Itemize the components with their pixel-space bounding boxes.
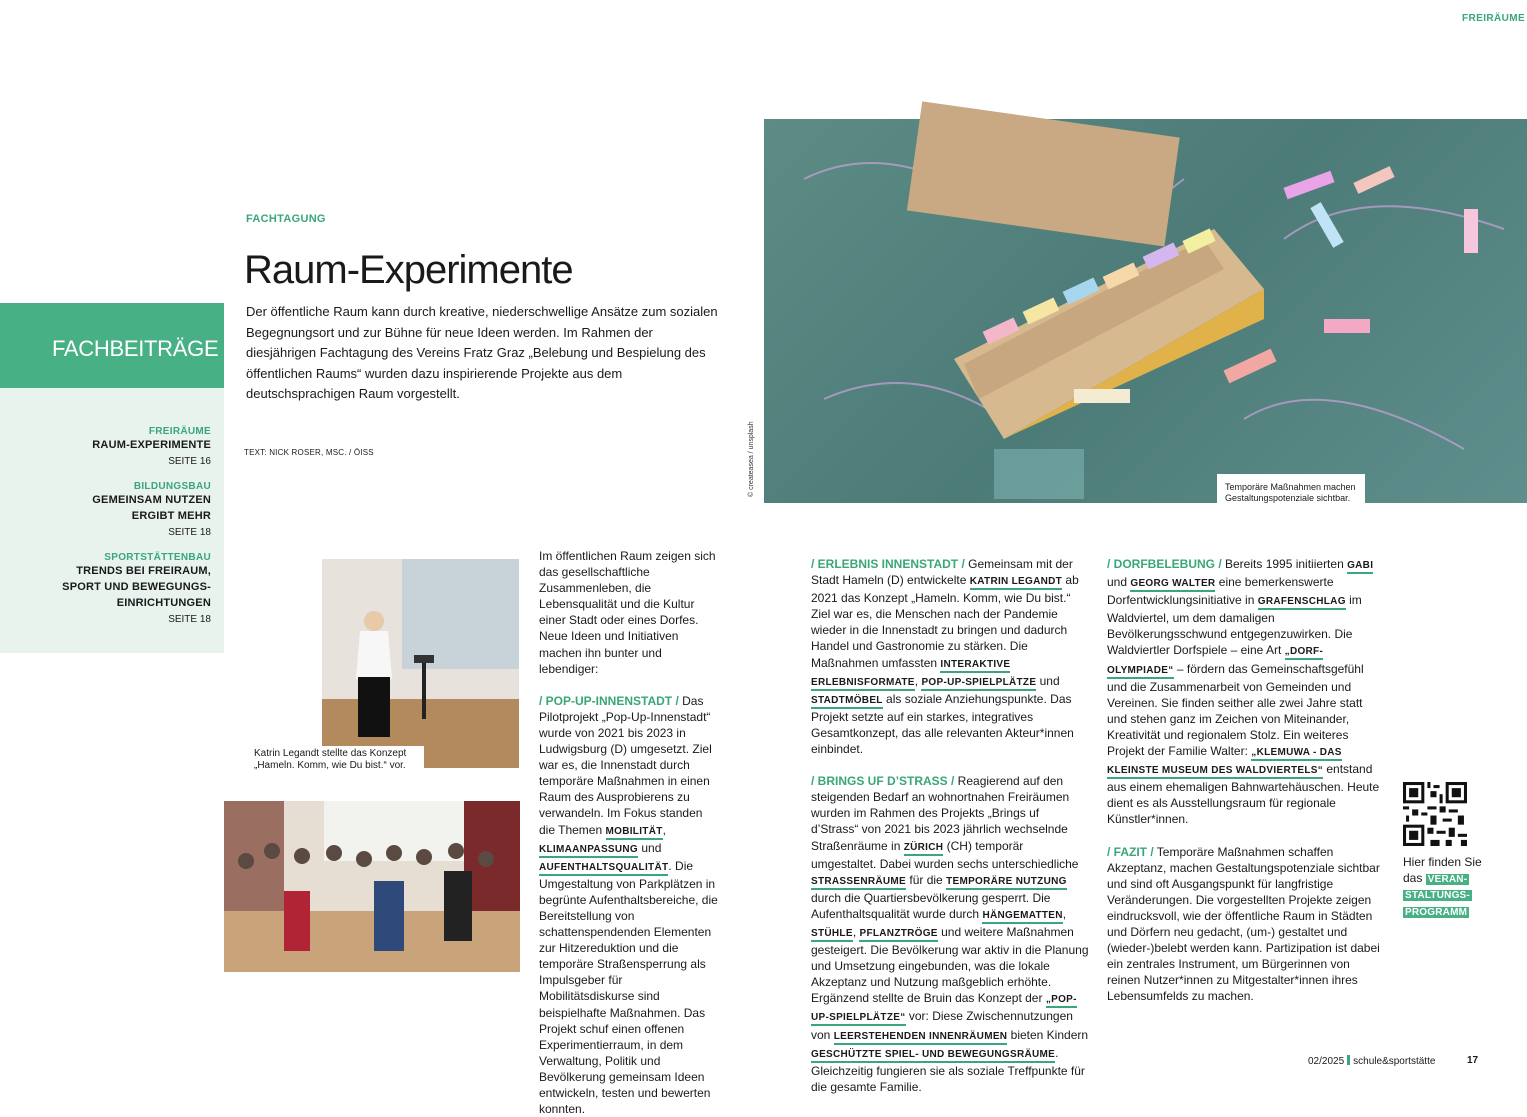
qr-code-icon[interactable] [1403, 782, 1467, 846]
footer-divider [1347, 1055, 1350, 1065]
speaker-illustration [322, 559, 519, 768]
article-kicker: FACHTAGUNG [246, 213, 326, 225]
audience-photo [224, 801, 520, 972]
audience-illustration [224, 801, 520, 972]
hero-caption: Temporäre Maßnahmen machen Gestaltungspotenziale sichtbar. [1217, 474, 1365, 504]
table-of-contents [0, 388, 224, 653]
page-footer [1308, 1055, 1435, 1067]
popup-paragraph: / POP-UP-INNENSTADT / Das Pilotprojekt „Pop-Up-Innenstadt“ wurde von 2021 bis 2023 in Ludwigsburg (D) umgesetzt. Ziel war es, die Innenstadt durch temporäre Maßnahmen in einen Raum des Ausprobierens zu verwandeln. Im Fokus standen die Themen MOBILITÄT, KLIMAANPASSUNG und AUFENTHALTSQUALITÄT. Die Umgestaltung von Parkplätzen in begrünte Aufenthaltsbereiche, die Bereitstellung von schattenspendenden Elementen zur Hitzereduktion und die temporäre Straßensperrung als Impulsgeber für Mobilitätsdiskurse sind beispielhafte Maßnahmen. Das Projekt schuf einen offenen Experimentierraum, in dem Verwaltung, Politik und Bevölkerung gemeinsam Ideen entwickeln, testen und bewerten konnten. [539, 693, 718, 1117]
magazine-name: schule&sportstätte [1353, 1056, 1436, 1067]
intro-paragraph: Im öffentlichen Raum zeigen sich das gesellschaftliche Zusammenleben, die Lebensqualität und die Kultur einer Stadt oder eines Dorfes. Neue Ideen und Initiativen machen ihn bunter und lebendiger: [539, 549, 716, 676]
qr-hint: Hier finden Sie das VERAN- STALTUNGS- PROGRAMM [1403, 855, 1482, 918]
issue: 02/2025 [1308, 1056, 1345, 1067]
toc-page: SEITE 18 [168, 614, 211, 625]
section-tag: FREIRÄUME [1462, 13, 1526, 24]
fazit-paragraph: / FAZIT / Temporäre Maßnahmen schaffen Akzeptanz, machen Gestaltungspotenziale sichtbar und sind oft Ausgangspunkt für langfristige Veränderungen. Die vorgestellten Projekte zeigen eindrucksvoll, wie der öffentliche Raum in Städten und Dörfern neu gedacht, (um-) gestaltet und (wieder-)belebt werden kann. Partizipation ist dabei ein zentrales Instrument, um Bürgerinnen von reinen Nutzer*innen zu Mitgestalter*innen ihres Lebensumfelds zu machen. [1107, 844, 1380, 1004]
article-title: Raum-Experimente [244, 248, 573, 292]
article-column-1 [539, 548, 719, 1117]
article-column-3 [1107, 556, 1384, 1004]
article-author: TEXT: NICK ROSER, MSC. / ÖISS [244, 448, 374, 457]
program-link[interactable]: VERAN- [1427, 873, 1468, 885]
toc-category: FREIRÄUME [148, 426, 211, 437]
dorf-paragraph: / DORFBELEBUNG / Bereits 1995 initiierten GABI und GEORG WALTER eine bemerkenswerte Dorfentwicklungsinitiative in GRAFENSCHLAG im Waldviertel, um dem damaligen Bevölkerungsschwund entgegenzuwirken. Die Waldviertler Dorfspiele – eine Art „DORF-OLYMPIADE“ – fördern das Gemeinschaftsgefühl und die Zusammenarbeit von Gemeinden und Vereinen. Sie finden seither alle zwei Jahre statt und stehen ganz im Zeichen von Miteinander, Kreativität und regionalem Stolz. Ein weiteres Projekt der Familie Walter: „KLEMUWA - DAS KLEINSTE MUSEUM DES WALDVIERTELS“ entstand aus einem ehemaligen Bahnwartehäuschen. Heute dient es als Ausstellungsraum für regionale Künstler*innen. [1107, 557, 1380, 827]
erlebnis-paragraph: / ERLEBNIS INNENSTADT / Gemeinsam mit der Stadt Hameln (D) entwickelte KATRIN LEGANDT ab 2021 das Konzept „Hameln. Komm, wie Du bist.“ Ziel war es, die Menschen nach der Pandemie wieder in die Innenstadt zu bringen und dadurch Handel und Gastronomie zu stärken. Die Maßnahmen umfassten INTERAKTIVE ERLEBNISFORMATE, POP-UP-SPIELPLÄTZE und STADTMÖBEL als soziale Anziehungspunkte. Das Projekt setzte auf ein starkes, integratives Gesamtkonzept, das alle relevanten Akteur*innen einbindet. [811, 557, 1079, 757]
page-number: 17 [1467, 1055, 1479, 1066]
program-link[interactable]: PROGRAMM [1405, 906, 1468, 918]
article-lead: Der öffentliche Raum kann durch kreative, niederschwellige Ansätze zum sozialen Begegnungsort und zur Bühne für neue Ideen werden. Im Rahmen der diesjährigen Fachtagung des Vereins Fratz Graz „Belebung und Bespielung des öffentlichen Raums“ wurden dazu inspirierende Projekte aus dem deutschsprachigen Raum vorgestellt. [246, 304, 718, 402]
toc-title: GEMEINSAM NUTZEN ERGIBT MEHR [92, 494, 211, 522]
keyword-mobilitaet: MOBILITÄT [606, 826, 663, 840]
toc-title: RAUM-EXPERIMENTE [92, 439, 211, 451]
speaker-photo [322, 559, 519, 768]
toc-entry-sportstaettenbau[interactable] [0, 552, 211, 625]
article-column-2 [811, 556, 1089, 1095]
toc-title: TRENDS BEI FREIRAUM, SPORT UND BEWEGUNGS- EINRICHTUNGEN [62, 565, 211, 609]
hero-illustration [764, 119, 1527, 503]
photo-credit: © createasea / unsplash [748, 421, 755, 497]
hero-chalk-photo [764, 119, 1527, 503]
toc-page: SEITE 18 [168, 527, 211, 538]
toc-category: BILDUNGSBAU [133, 481, 211, 492]
toc-entry-raum[interactable] [0, 426, 211, 467]
toc-category: SPORTSTÄTTENBAU [104, 552, 211, 563]
keyword-aufenthaltsqualitaet: AUFENTHALTSQUALITÄT [539, 862, 668, 876]
program-link[interactable]: STALTUNGS- [1405, 890, 1470, 901]
banner-label: FACHBEITRÄGE [52, 336, 219, 361]
fachbeitraege-banner [0, 303, 224, 388]
speaker-caption: Katrin Legandt stellte das Konzept „Hameln. Komm, wie Du bist.“ vor. [254, 746, 424, 772]
keyword-klimaanpassung: KLIMAANPASSUNG [539, 844, 638, 858]
toc-page: SEITE 16 [168, 456, 211, 467]
toc-entry-bildungsbau[interactable] [0, 481, 211, 538]
brings-paragraph: / BRINGS UF D’STRASS / Reagierend auf den steigenden Bedarf an wohnortnahen Freiräumen wurden im Rahmen des Projekts „Brings uf d’Strass“ von 2021 bis 2023 jährlich wechselnde Straßenräume in ZÜRICH (CH) temporär umgestaltet. Dabei wurden sechs unterschiedliche STRASSENRÄUME für die TEMPORÄRE NUTZUNG durch die Quartiersbevölkerung gesperrt. Die Aufenthaltsqualität wurde durch HÄNGEMATTEN, STÜHLE, PFLANZTRÖGE und weitere Maßnahmen gesteigert. Die Bevölkerung war aktiv in die Planung und Umsetzung eingebunden, was die lokale Akzeptanz und Nutzung maßgeblich erhöhte. Ergänzend stellte de Bruin das Konzept der „POP-UP-SPIELPLÄTZE“ vor: Diese Zwischennutzungen von LEERSTEHENDEN INNENRÄUMEN bieten Kindern GESCHÜTZTE SPIEL- UND BEWEGUNGSRÄUME. Gleichzeitig fungieren sie als soziale Treffpunkte für die gesamte Familie. [811, 774, 1089, 1094]
